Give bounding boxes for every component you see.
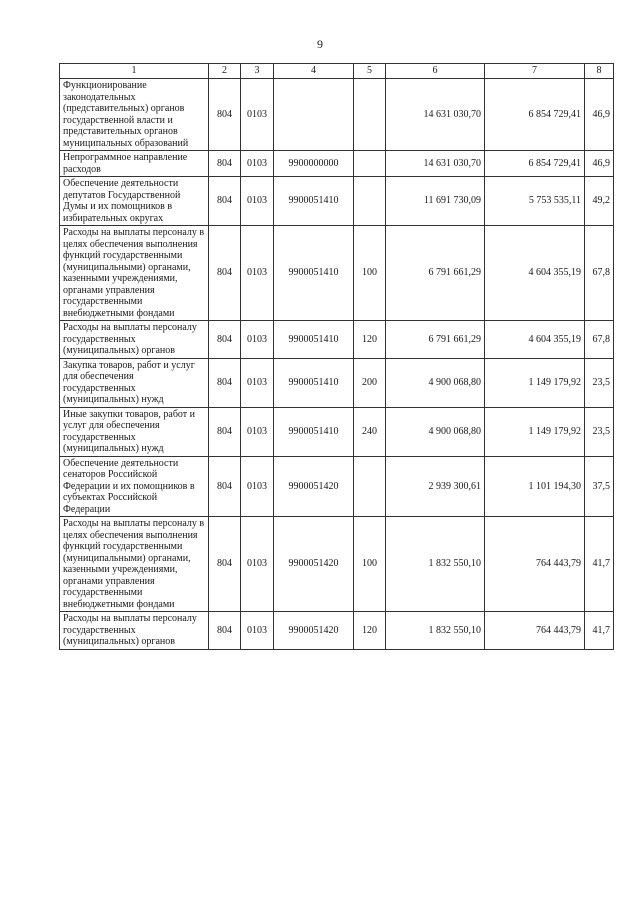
target-code: 9900051410 — [274, 321, 354, 359]
expense-name: Иные закупки товаров, работ и услуг для обеспечения государственных (муниципальных) нужд — [60, 407, 209, 456]
target-code: 9900051420 — [274, 456, 354, 517]
executed-amount: 1 101 194,30 — [485, 456, 585, 517]
executed-amount: 764 443,79 — [485, 517, 585, 612]
column-header: 8 — [585, 64, 614, 79]
executed-amount: 1 149 179,92 — [485, 407, 585, 456]
expense-type-code: 100 — [354, 226, 386, 321]
expense-type-code: 120 — [354, 321, 386, 359]
table-row — [60, 226, 614, 321]
section-code: 0103 — [241, 407, 274, 456]
executed-amount: 4 604 355,19 — [485, 321, 585, 359]
planned-amount: 4 900 068,80 — [386, 407, 485, 456]
target-code: 9900051410 — [274, 407, 354, 456]
executed-amount: 5 753 535,11 — [485, 177, 585, 226]
planned-amount: 1 832 550,10 — [386, 517, 485, 612]
executed-amount: 4 604 355,19 — [485, 226, 585, 321]
expense-type-code — [354, 151, 386, 177]
expense-type-code: 200 — [354, 358, 386, 407]
execution-percent: 23,5 — [585, 358, 614, 407]
execution-percent: 67,8 — [585, 321, 614, 359]
expense-name: Непрограммное направление расходов — [60, 151, 209, 177]
ved-code: 804 — [209, 456, 241, 517]
page-number: 9 — [317, 37, 323, 51]
column-header: 1 — [60, 64, 209, 79]
expense-name: Расходы на выплаты персоналу государственных (муниципальных) органов — [60, 321, 209, 359]
table-row — [60, 79, 614, 151]
section-code: 0103 — [241, 517, 274, 612]
table-row — [60, 612, 614, 650]
planned-amount: 2 939 300,61 — [386, 456, 485, 517]
target-code — [274, 79, 354, 151]
expense-type-code — [354, 177, 386, 226]
table-row — [60, 517, 614, 612]
execution-percent: 46,9 — [585, 151, 614, 177]
expense-name: Функционирование законодательных (представительных) органов государственной власти и представительных органов муниципальных образований — [60, 79, 209, 151]
execution-percent: 41,7 — [585, 517, 614, 612]
ved-code: 804 — [209, 407, 241, 456]
ved-code: 804 — [209, 226, 241, 321]
execution-percent: 37,5 — [585, 456, 614, 517]
expense-name: Закупка товаров, работ и услуг для обеспечения государственных (муниципальных) нужд — [60, 358, 209, 407]
section-code: 0103 — [241, 358, 274, 407]
planned-amount: 14 631 030,70 — [386, 151, 485, 177]
section-code: 0103 — [241, 321, 274, 359]
column-header: 4 — [274, 64, 354, 79]
ved-code: 804 — [209, 517, 241, 612]
table-row — [60, 321, 614, 359]
section-code: 0103 — [241, 79, 274, 151]
table-row — [60, 456, 614, 517]
planned-amount: 14 631 030,70 — [386, 79, 485, 151]
column-header: 2 — [209, 64, 241, 79]
execution-percent: 49,2 — [585, 177, 614, 226]
table-row — [60, 407, 614, 456]
executed-amount: 6 854 729,41 — [485, 151, 585, 177]
expense-name: Расходы на выплаты персоналу в целях обеспечения выполнения функций государственными (муниципальными) органами, казенными учреждениями, органами управления государственными внебюджетными фондами — [60, 226, 209, 321]
ved-code: 804 — [209, 177, 241, 226]
section-code: 0103 — [241, 177, 274, 226]
expense-type-code — [354, 456, 386, 517]
expense-type-code: 240 — [354, 407, 386, 456]
expense-type-code — [354, 79, 386, 151]
execution-percent: 67,8 — [585, 226, 614, 321]
expense-type-code: 100 — [354, 517, 386, 612]
planned-amount: 6 791 661,29 — [386, 321, 485, 359]
section-code: 0103 — [241, 456, 274, 517]
planned-amount: 6 791 661,29 — [386, 226, 485, 321]
column-header: 5 — [354, 64, 386, 79]
executed-amount: 6 854 729,41 — [485, 79, 585, 151]
header-row — [60, 64, 614, 79]
target-code: 9900051410 — [274, 177, 354, 226]
table-row — [60, 177, 614, 226]
execution-percent: 23,5 — [585, 407, 614, 456]
expense-type-code: 120 — [354, 612, 386, 650]
table-row — [60, 151, 614, 177]
ved-code: 804 — [209, 358, 241, 407]
expense-name: Расходы на выплаты персоналу в целях обеспечения выполнения функций государственными (муниципальными) органами, казенными учреждениями, органами управления государственными внебюджетными фондами — [60, 517, 209, 612]
column-header: 7 — [485, 64, 585, 79]
ved-code: 804 — [209, 321, 241, 359]
table-row — [60, 358, 614, 407]
target-code: 9900051410 — [274, 358, 354, 407]
target-code: 9900051410 — [274, 226, 354, 321]
planned-amount: 1 832 550,10 — [386, 612, 485, 650]
ved-code: 804 — [209, 151, 241, 177]
budget-table — [59, 63, 614, 650]
section-code: 0103 — [241, 612, 274, 650]
expense-name: Расходы на выплаты персоналу государственных (муниципальных) органов — [60, 612, 209, 650]
executed-amount: 764 443,79 — [485, 612, 585, 650]
section-code: 0103 — [241, 151, 274, 177]
execution-percent: 46,9 — [585, 79, 614, 151]
executed-amount: 1 149 179,92 — [485, 358, 585, 407]
planned-amount: 11 691 730,09 — [386, 177, 485, 226]
section-code: 0103 — [241, 226, 274, 321]
column-header: 6 — [386, 64, 485, 79]
target-code: 9900051420 — [274, 517, 354, 612]
expense-name: Обеспечение деятельности сенаторов Российской Федерации и их помощников в субъектах Российской Федерации — [60, 456, 209, 517]
target-code: 9900000000 — [274, 151, 354, 177]
expense-name: Обеспечение деятельности депутатов Государственной Думы и их помощников в избирательных округах — [60, 177, 209, 226]
execution-percent: 41,7 — [585, 612, 614, 650]
planned-amount: 4 900 068,80 — [386, 358, 485, 407]
ved-code: 804 — [209, 612, 241, 650]
column-header: 3 — [241, 64, 274, 79]
target-code: 9900051420 — [274, 612, 354, 650]
ved-code: 804 — [209, 79, 241, 151]
